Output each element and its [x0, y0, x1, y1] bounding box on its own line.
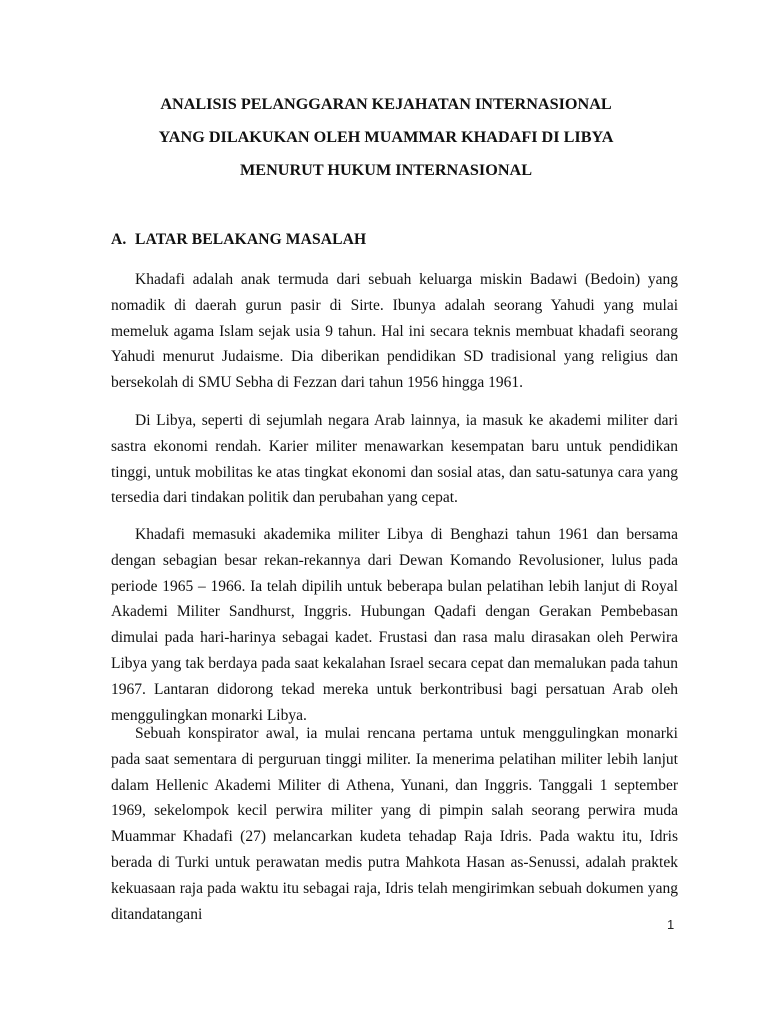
title-line: MENURUT HUKUM INTERNASIONAL	[240, 161, 532, 179]
body-paragraph: Khadafi memasuki akademika militer Libya di Benghazi tahun 1961 dan bersama dengan sebagian besar rekan-rekannya dari Dewan Komando Revolusioner, lulus pada periode 1965 – 1966. Ia telah dipilih untuk beberapa bulan pelatihan lebih lanjut di Royal Akademi Militer Sandhurst, Inggris. Hubungan Qadafi dengan Gerakan Pembebasan dimulai pada hari-harinya sebagai kadet. Frustasi dan rasa malu dirasakan oleh Perwira Libya yang tak berdaya pada saat kekalahan Israel secara cepat dan memalukan pada tahun 1967. Lantaran didorong tekad mereka untuk berkontribusi bagi persatuan Arab oleh menggulingkan monarki Libya.	[111, 526, 678, 724]
title-line: YANG DILAKUKAN OLEH MUAMMAR KHADAFI DI LIBYA	[158, 128, 614, 146]
body-paragraph: Khadafi adalah anak termuda dari sebuah keluarga miskin Badawi (Bedoin) yang nomadik di daerah gurun pasir di Sirte. Ibunya adalah seorang Yahudi yang mulai memeluk agama Islam sejak usia 9 tahun. Hal ini secara teknis membuat khadafi seorang Yahudi menurut Judaisme. Dia diberikan pendidikan SD tradisional yang religius dan bersekolah di SMU Sebha di Fezzan dari tahun 1956 hingga 1961.	[111, 271, 678, 392]
section-title: LATAR BELAKANG MASALAH	[135, 231, 367, 248]
title-line: ANALISIS PELANGGARAN KEJAHATAN INTERNASIONAL	[160, 95, 612, 113]
body-paragraph: Sebuah konspirator awal, ia mulai rencana pertama untuk menggulingkan monarki pada saat sementara di perguruan tinggi militer. Ia menerima pelatihan militer lebih lanjut dalam Hellenic Akademi Militer di Athena, Yunani, dan Inggris. Tanggali 1 september 1969, sekelompok kecil perwira militer yang di pimpin salah seorang perwira muda Muammar Khadafi (27) melancarkan kudeta tehadap Raja Idris. Pada waktu itu, Idris berada di Turki untuk perawatan medis putra Mahkota Hasan as-Senussi, adalah praktek kekuasaan raja pada waktu itu sebagai raja, Idris telah mengirimkan sebuah dokumen yang ditandatangani	[111, 725, 678, 923]
section-number: A.	[111, 231, 127, 248]
page-number: 1	[667, 917, 675, 932]
body-paragraph: Di Libya, seperti di sejumlah negara Arab lainnya, ia masuk ke akademi militer dari sastra ekonomi rendah. Karier militer menawarkan kesempatan baru untuk pendidikan tinggi, untuk mobilitas ke atas tingkat ekonomi dan sosial atas, dan satu-satunya cara yang tersedia dari tindakan politik dan perubahan yang cepat.	[111, 412, 678, 507]
document-title	[100, 88, 672, 187]
section-heading	[111, 229, 366, 251]
